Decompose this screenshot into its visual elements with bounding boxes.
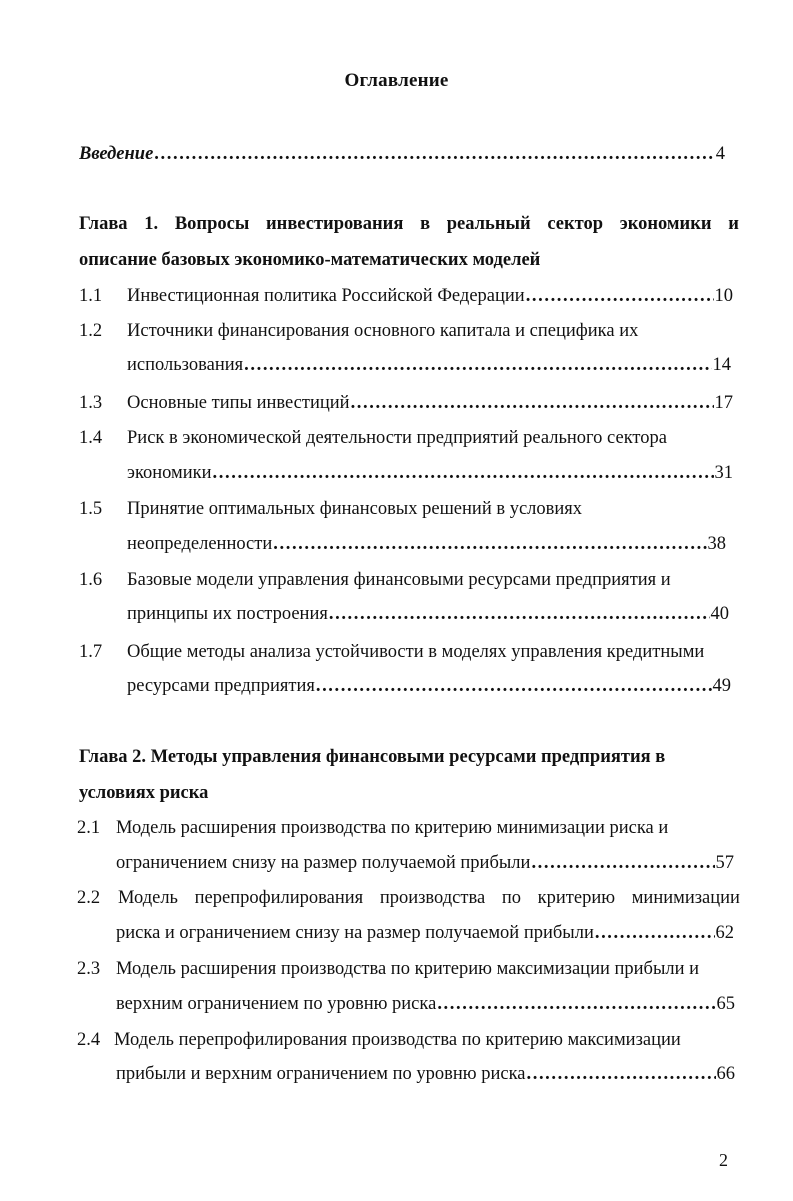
toc-entry-label-line1: Общие методы анализа устойчивости в моделях управления кредитными <box>127 642 705 662</box>
toc-entry-label: Инвестиционная политика Российской Федерации <box>127 286 525 306</box>
toc-entry-1-3[interactable] <box>127 392 733 414</box>
toc-entry-label: принципы их построения <box>127 604 328 624</box>
toc-entry-2-3[interactable] <box>116 993 735 1015</box>
heading-word: 1. <box>144 214 159 234</box>
toc-entry-1-5[interactable] <box>127 533 726 555</box>
chapter-1-heading-line2: описание базовых экономико-математических моделей <box>79 250 541 270</box>
heading-word: экономики <box>619 214 712 234</box>
toc-entry-page: 31 <box>714 463 733 483</box>
dot-leader <box>527 1063 716 1085</box>
toc-entry-page: 62 <box>715 923 734 943</box>
toc-entry-label: Основные типы инвестиций <box>127 393 350 413</box>
toc-title: Оглавление <box>344 70 449 91</box>
toc-entry-page: 4 <box>715 144 725 164</box>
dot-leader <box>526 285 714 307</box>
toc-entry-2-4[interactable] <box>116 1063 735 1085</box>
toc-entry-label: Введение <box>79 144 154 164</box>
toc-entry-number: 1.4 <box>79 428 103 448</box>
toc-entry-number: 2.4 <box>77 1030 101 1050</box>
toc-entry-label: прибыли и верхним ограничением по уровню риска <box>116 1064 526 1084</box>
heading-word: и <box>728 214 739 234</box>
toc-entry-page: 14 <box>712 355 731 375</box>
toc-entry-page: 10 <box>714 286 733 306</box>
label-word: перепрофилирования <box>194 888 364 908</box>
label-word: критерию <box>537 888 616 908</box>
toc-entry-number: 2.2 <box>77 888 101 908</box>
label-word: производства <box>379 888 486 908</box>
toc-entry-label: использования <box>127 355 244 375</box>
toc-entry-label-line1: Модель перепрофилирования производства по критерию максимизации <box>114 1030 681 1050</box>
heading-word: в <box>420 214 431 234</box>
toc-entry-1-4[interactable] <box>127 462 733 484</box>
toc-entry-page: 66 <box>716 1064 735 1084</box>
toc-entry-number: 1.5 <box>79 499 103 519</box>
label-word: по <box>501 888 521 908</box>
toc-entry-label-line1: Риск в экономической деятельности предприятий реального сектора <box>127 428 667 448</box>
toc-entry-label-line1 <box>118 887 740 909</box>
page-number: 2 <box>719 1150 728 1170</box>
toc-entry-label: верхним ограничением по уровню риска <box>116 994 437 1014</box>
toc-entry-2-1[interactable] <box>116 852 734 874</box>
toc-entry-label: экономики <box>127 463 212 483</box>
label-word: минимизации <box>631 888 740 908</box>
toc-entry-introduction[interactable] <box>79 143 725 165</box>
dot-leader <box>213 462 714 484</box>
toc-entry-label-line1: Принятие оптимальных финансовых решений в условиях <box>127 499 583 519</box>
toc-entry-page: 49 <box>712 676 731 696</box>
toc-entry-page: 65 <box>716 994 735 1014</box>
toc-entry-1-6[interactable] <box>127 603 729 625</box>
toc-entry-number: 1.3 <box>79 393 103 413</box>
toc-entry-label: риска и ограничением снизу на размер получаемой прибыли <box>116 923 594 943</box>
toc-entry-number: 1.1 <box>79 286 103 306</box>
dot-leader <box>351 392 714 414</box>
toc-entry-page: 38 <box>707 534 726 554</box>
toc-entry-label-line1: Модель расширения производства по критерию минимизации риска и <box>116 818 669 838</box>
dot-leader <box>329 603 710 625</box>
toc-entry-number: 1.7 <box>79 642 103 662</box>
toc-entry-page: 40 <box>710 604 729 624</box>
toc-entry-label-line1: Источники финансирования основного капитала и специфика их <box>127 321 639 341</box>
dot-leader <box>316 675 712 697</box>
toc-entry-label: ограничением снизу на размер получаемой прибыли <box>116 853 531 873</box>
toc-entry-1-7[interactable] <box>127 675 731 697</box>
toc-entry-1-2[interactable] <box>127 354 731 376</box>
dot-leader <box>244 354 711 376</box>
chapter-2-heading-line1: Глава 2. Методы управления финансовыми ресурсами предприятия в <box>79 747 666 767</box>
toc-entry-page: 17 <box>714 393 733 413</box>
chapter-1-heading-line1 <box>79 213 739 235</box>
toc-entry-label-line1: Модель расширения производства по критерию максимизации прибыли и <box>116 959 700 979</box>
toc-entry-label: неопределенности <box>127 534 273 554</box>
label-word: Модель <box>118 888 178 908</box>
heading-word: Глава <box>79 214 128 234</box>
chapter-2-heading-line2: условиях риска <box>79 783 209 803</box>
heading-word: инвестирования <box>266 214 404 234</box>
toc-entry-2-2[interactable] <box>116 922 734 944</box>
dot-leader <box>595 922 715 944</box>
dot-leader <box>437 993 715 1015</box>
heading-word: сектор <box>547 214 604 234</box>
dot-leader <box>273 533 706 555</box>
heading-word: реальный <box>446 214 531 234</box>
toc-entry-page: 57 <box>715 853 734 873</box>
heading-word: Вопросы <box>174 214 250 234</box>
toc-entry-number: 2.1 <box>77 818 101 838</box>
dot-leader <box>531 852 714 874</box>
toc-entry-number: 2.3 <box>77 959 101 979</box>
toc-entry-1-1[interactable] <box>127 285 733 307</box>
toc-entry-label-line1: Базовые модели управления финансовыми ресурсами предприятия и <box>127 570 671 590</box>
toc-entry-number: 1.2 <box>79 321 103 341</box>
toc-entry-label: ресурсами предприятия <box>127 676 315 696</box>
toc-entry-number: 1.6 <box>79 570 103 590</box>
dot-leader <box>154 143 714 165</box>
